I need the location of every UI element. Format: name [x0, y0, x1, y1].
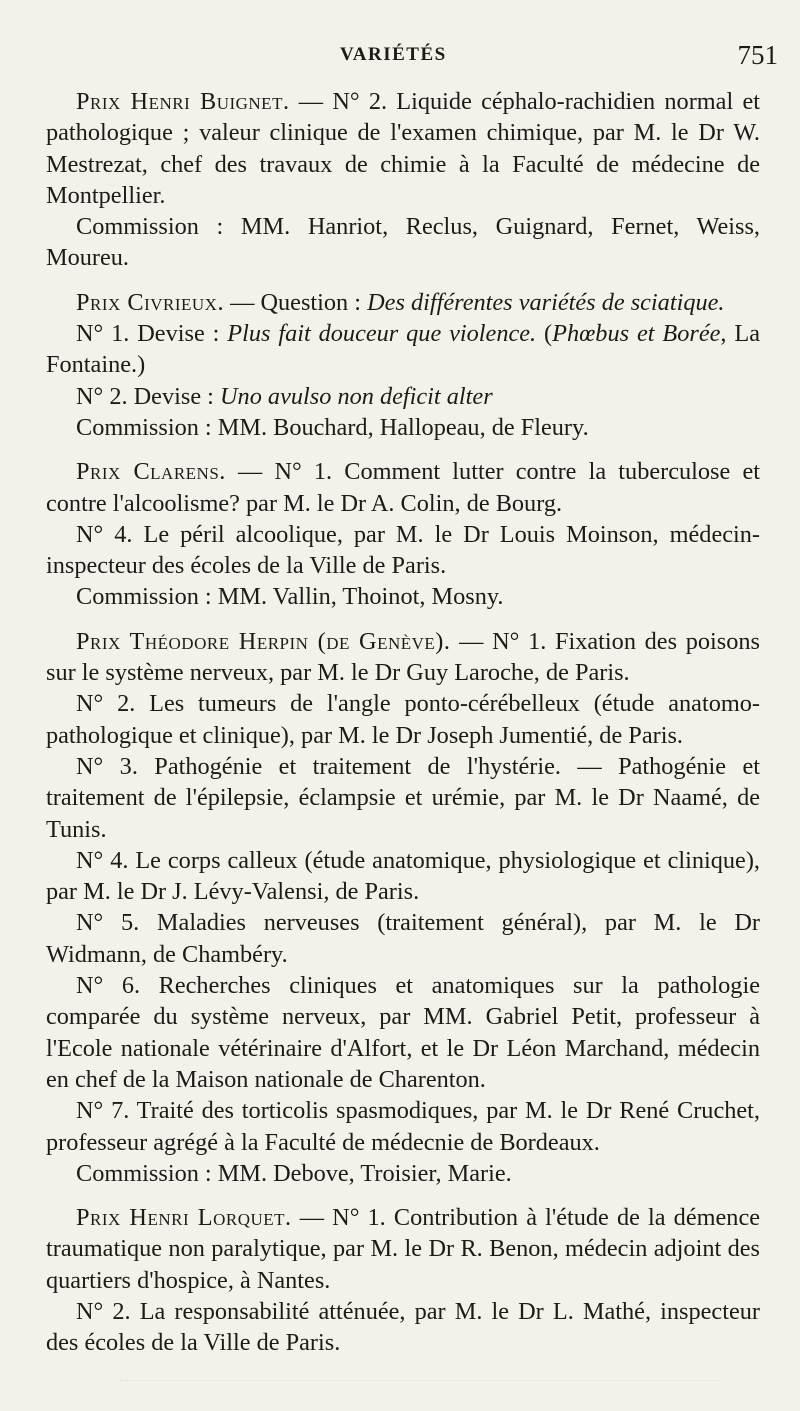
herpin-entry [46, 626, 760, 689]
running-title: VARIÉTÉS [340, 44, 447, 65]
lorquet-entry [46, 1202, 760, 1296]
herpin-n4: N° 4. Le corps calleux (étude anatomique, physiologique et clinique), par M. le Dr J. Lévy-Valensi, de Paris. [46, 846, 760, 906]
civrieux-n1-rest: , La Fontaine.) [46, 320, 760, 379]
buignet-commission: Commission : MM. Hanriot, Reclus, Guignard, Fernet, Weiss, Moureu. [46, 213, 760, 272]
civrieux-n2 [46, 381, 760, 412]
page-bleed-through [120, 1380, 720, 1393]
civrieux-n2-label: N° 2. Devise : [76, 382, 221, 410]
civrieux-commission: Commission : MM. Bouchard, Hallopeau, de Fleury. [76, 413, 589, 441]
civrieux-entry [46, 287, 760, 318]
herpin-n2: N° 2. Les tumeurs de l'angle ponto-cérébelleux (étude anatomo-pathologique et clinique), par M. le Dr Joseph Jumentié, de Paris. [46, 690, 760, 749]
page-body [46, 86, 760, 1359]
civrieux-n1-paren: ( [536, 320, 553, 348]
clarens-n4: N° 4. Le péril alcoolique, par M. le Dr Louis Moinson, médecin-inspecteur des écoles de la Ville de Paris. [46, 520, 760, 580]
prize-name-clarens: Prix Clarens. [76, 458, 226, 486]
civrieux-n1-work: Phœbus et Borée [552, 320, 721, 348]
lorquet-text: — N° 1. Contribution à l'étude de la démence traumatique non paralytique, par M. le Dr R. Benon, médecin adjoint des quartiers d'hospice, à Nantes. [46, 1204, 761, 1294]
herpin-n3: N° 3. Pathogénie et traitement de l'hystérie. — Pathogénie et traitement de l'épilepsie, éclampsie et urémie, par M. le Dr Naamé, de Tunis. [46, 752, 760, 843]
prize-name-buignet: Prix Henri Buignet. [76, 88, 290, 115]
clarens-text: — N° 1. Comment lutter contre la tuberculose et contre l'alcoolisme? par M. le Dr A. Colin, de Bourg. [46, 458, 760, 517]
prize-name-herpin: Prix Théodore Herpin (de Genève). [76, 627, 451, 655]
civrieux-n1 [46, 318, 760, 381]
civrieux-n1-label: N° 1. Devise : [76, 320, 228, 348]
herpin-commission: Commission : MM. Debove, Troisier, Marie. [76, 1159, 512, 1187]
herpin-n7: N° 7. Traité des torticolis spasmodiques, par M. le Dr René Cruchet, professeur agrégé à la Faculté de médecnie de Bordeaux. [46, 1097, 760, 1156]
page-number: 751 [737, 40, 778, 70]
civrieux-n1-devise: Plus fait douceur que violence. [227, 320, 537, 348]
prize-name-civrieux: Prix Civrieux. [76, 288, 225, 316]
clarens-commission: Commission : MM. Vallin, Thoinot, Mosny. [76, 583, 504, 611]
buignet-entry [46, 86, 760, 211]
herpin-n6: N° 6. Recherches cliniques et anatomiques sur la pathologie comparée du système nerveux, par MM. Gabriel Petit, professeur à l'Ecole nationale vétérinaire d'Alfort, et le Dr Léon Marchand, médecin en chef de la Maison nationale de Charenton. [46, 972, 760, 1093]
prize-name-lorquet: Prix Henri Lorquet. [76, 1204, 292, 1232]
page-header [0, 40, 800, 76]
civrieux-question: Des différentes variétés de sciatique. [367, 288, 725, 316]
buignet-text: — N° 2. Liquide céphalo-rachidien normal et pathologique ; valeur clinique de l'examen chimique, par M. le Dr W. Mestrezat, chef des travaux de chimie à la Faculté de médecine de Montpellier. [46, 88, 760, 209]
clarens-entry [46, 456, 760, 519]
lorquet-n2: N° 2. La responsabilité atténuée, par M. le Dr L. Mathé, inspecteur des écoles de la Ville de Paris. [46, 1297, 760, 1357]
civrieux-dash: — Question : [224, 288, 368, 316]
herpin-n5: N° 5. Maladies nerveuses (traitement général), par M. le Dr Widmann, de Chambéry. [46, 909, 760, 968]
herpin-text: — N° 1. Fixation des poisons sur le système nerveux, par M. le Dr Guy Laroche, de Paris. [46, 627, 760, 687]
civrieux-n2-devise: Uno avulso non deficit alter [220, 382, 493, 410]
